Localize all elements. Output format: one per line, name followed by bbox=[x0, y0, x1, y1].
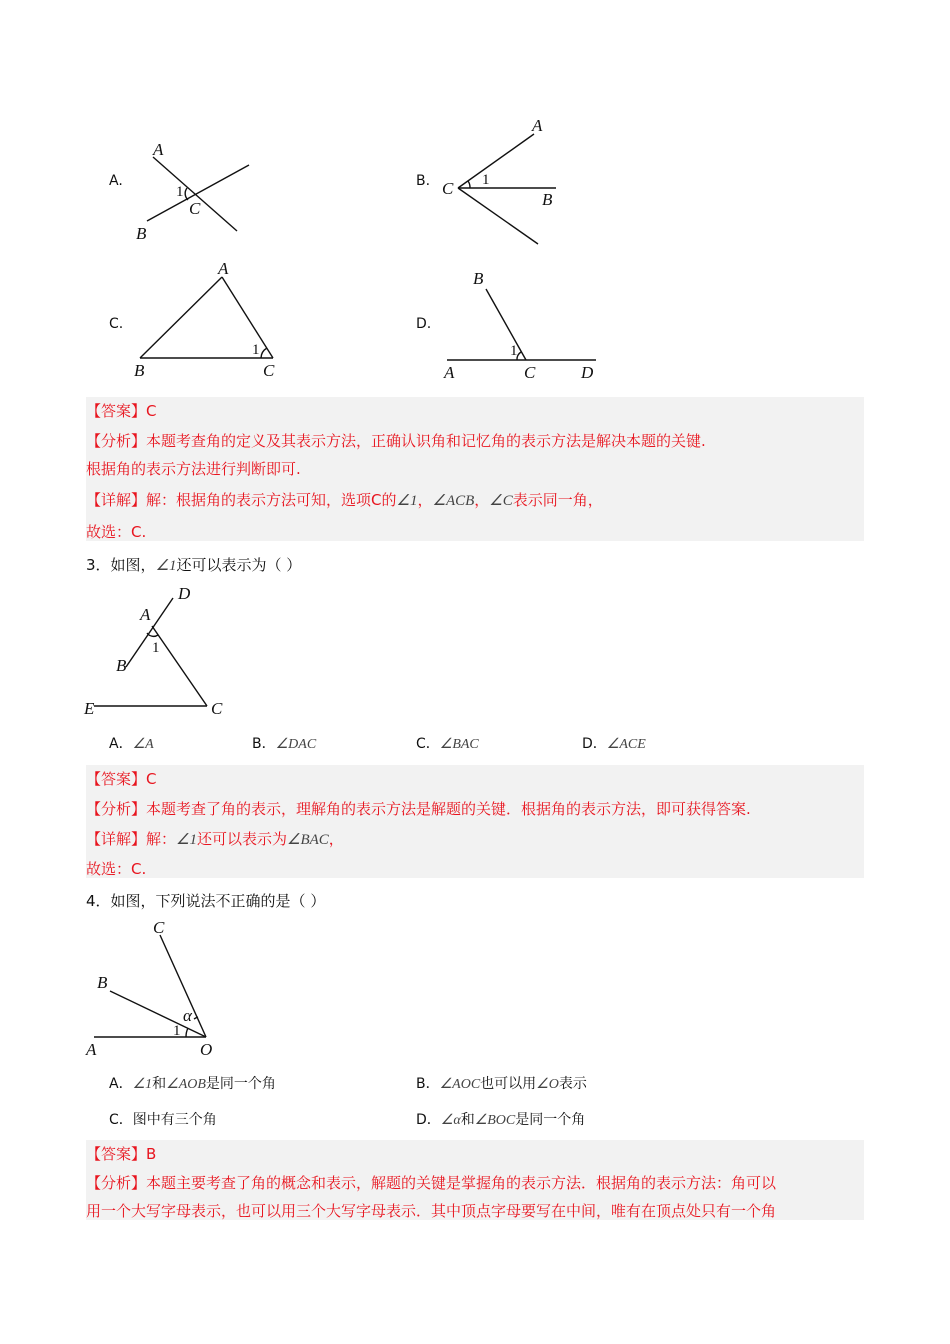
q2-b-point-A: A bbox=[532, 116, 543, 135]
q3-point-B: B bbox=[116, 656, 127, 675]
q3-point-A: A bbox=[140, 605, 151, 624]
q2-a-point-B: B bbox=[136, 224, 147, 243]
q2-a-angle-1: 1 bbox=[176, 184, 184, 200]
q3-stem: 3．如图，∠1还可以表示为（ ） bbox=[86, 556, 302, 574]
q3-point-D: D bbox=[178, 584, 191, 603]
q3-conclusion: 故选：C. bbox=[86, 860, 147, 878]
q2-d-angle-1: 1 bbox=[510, 343, 518, 359]
q4-solution-box bbox=[86, 1140, 864, 1220]
q2-d-point-B: B bbox=[473, 269, 484, 288]
q2-analysis: 【分析】本题考查角的定义及其表示方法，正确认识角和记忆角的表示方法是解决本题的关键. bbox=[86, 432, 706, 450]
q4-analysis: 【分析】本题主要考查了角的概念和表示，解题的关键是掌握角的表示方法．根据角的表示方法：角可以 bbox=[86, 1174, 777, 1192]
q4-option-b[interactable]: B．∠AOC也可以用∠O表示 bbox=[416, 1076, 587, 1092]
q4-angle-alpha: α bbox=[183, 1006, 192, 1025]
q3-option-a[interactable]: A．∠A bbox=[109, 736, 154, 752]
q2-analysis-line2: 根据角的表示方法进行判断即可. bbox=[86, 460, 301, 478]
q4-stem: 4．如图，下列说法不正确的是（ ） bbox=[86, 892, 326, 910]
q4-figure bbox=[80, 915, 230, 1060]
q2-option-a-figure bbox=[125, 135, 265, 250]
q2-option-c-figure bbox=[130, 258, 290, 383]
q4-answer: 【答案】B bbox=[86, 1145, 157, 1163]
q2-a-point-A: A bbox=[153, 140, 164, 159]
q3-option-b[interactable]: B．∠DAC bbox=[252, 736, 317, 752]
q2-option-c-label[interactable]: C. bbox=[109, 316, 124, 332]
q3-detail: 【详解】解：∠1还可以表示为∠BAC， bbox=[86, 830, 344, 848]
q2-option-d-label[interactable]: D. bbox=[416, 316, 432, 332]
q2-option-a-label[interactable]: A. bbox=[109, 173, 123, 189]
q2-option-d-figure bbox=[440, 264, 610, 384]
q3-analysis: 【分析】本题考查了角的表示，理解角的表示方法是解题的关键．根据角的表示方法，即可获得答案. bbox=[86, 800, 751, 818]
q2-a-point-C: C bbox=[189, 199, 201, 218]
q3-point-C: C bbox=[211, 699, 223, 718]
q4-option-d[interactable]: D．∠α和∠BOC是同一个角 bbox=[416, 1112, 586, 1128]
q3-answer: 【答案】C bbox=[86, 770, 157, 788]
q2-b-point-B: B bbox=[542, 190, 553, 209]
q2-option-b-figure bbox=[440, 112, 580, 252]
q2-b-angle-1: 1 bbox=[482, 172, 490, 188]
q3-figure bbox=[80, 582, 240, 722]
q2-c-point-A: A bbox=[218, 259, 229, 278]
q2-c-angle-1: 1 bbox=[252, 342, 260, 358]
q3-solution-box bbox=[86, 765, 864, 878]
q2-d-point-C: C bbox=[524, 363, 536, 382]
q4-point-A: A bbox=[86, 1040, 97, 1059]
q4-point-B: B bbox=[97, 973, 108, 992]
q2-option-b-label[interactable]: B. bbox=[416, 173, 431, 189]
q4-option-a[interactable]: A．∠1和∠AOB是同一个角 bbox=[109, 1076, 276, 1092]
q2-c-point-B: B bbox=[134, 361, 145, 380]
q2-b-point-C: C bbox=[442, 179, 454, 198]
q2-solution-box bbox=[86, 397, 864, 541]
q4-option-c[interactable]: C．图中有三个角 bbox=[109, 1112, 217, 1128]
q3-option-c[interactable]: C．∠BAC bbox=[416, 736, 479, 752]
q2-detail: 【详解】解：根据角的表示方法可知，选项C的∠1，∠ACB，∠C表示同一角， bbox=[86, 491, 603, 509]
q4-point-O: O bbox=[200, 1040, 213, 1059]
q2-conclusion: 故选：C. bbox=[86, 523, 147, 541]
q2-d-point-A: A bbox=[444, 363, 455, 382]
q4-angle-1: 1 bbox=[173, 1023, 181, 1039]
q3-option-d[interactable]: D．∠ACE bbox=[582, 736, 646, 752]
q4-analysis-line2: 用一个大写字母表示，也可以用三个大写字母表示．其中顶点字母要写在中间，唯有在顶点处只有一个角 bbox=[86, 1202, 777, 1220]
q2-d-point-D: D bbox=[581, 363, 594, 382]
q2-answer: 【答案】C bbox=[86, 402, 157, 420]
q2-c-point-C: C bbox=[263, 361, 275, 380]
q4-point-C: C bbox=[153, 918, 165, 937]
q3-point-E: E bbox=[84, 699, 95, 718]
q3-angle-1: 1 bbox=[152, 640, 160, 656]
